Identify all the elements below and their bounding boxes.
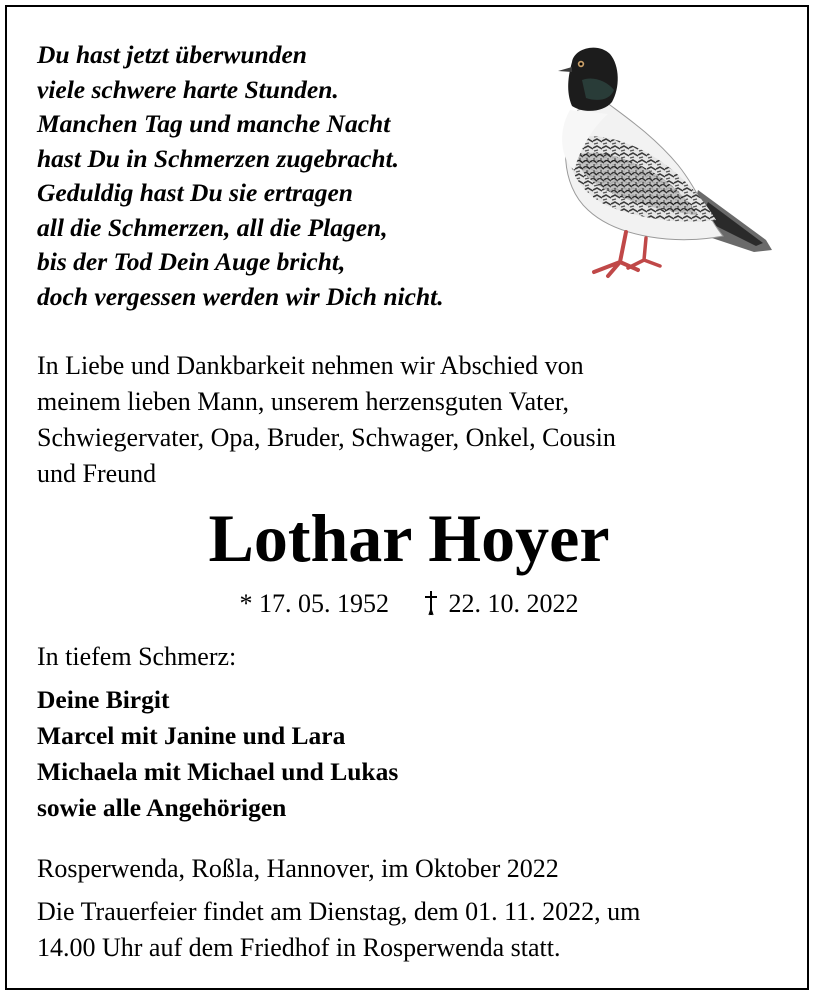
mourner-entry: sowie alle Angehörigen	[37, 793, 287, 822]
intro-line: In Liebe und Dankbarkeit nehmen wir Abschied von	[37, 351, 584, 380]
poem-line: all die Schmerzen, all die Plagen,	[37, 212, 388, 242]
death-date: 22. 10. 2022	[448, 589, 579, 618]
dagger-cross-icon	[424, 590, 438, 616]
intro-line: meinem lieben Mann, unserem herzensguten Vater,	[37, 387, 570, 416]
mourner-entry: Deine Birgit	[37, 685, 170, 714]
mourner-entry: Marcel mit Janine und Lara	[37, 721, 346, 750]
place-and-date: Rosperwenda, Roßla, Hannover, im Oktober 2022	[37, 854, 559, 883]
ceremony-line: Die Trauerfeier findet am Dienstag, dem 01. 11. 2022, um	[37, 897, 641, 926]
mourners-list	[37, 682, 398, 826]
poem-line: doch vergessen werden wir Dich nicht.	[37, 281, 444, 311]
pigeon-icon	[548, 40, 778, 290]
mourning-label: In tiefem Schmerz:	[37, 642, 237, 671]
deceased-name: Lothar Hoyer	[208, 500, 610, 576]
birth-date: 17. 05. 1952	[259, 589, 389, 618]
poem-line: Geduldig hast Du sie ertragen	[37, 178, 353, 207]
funeral-ceremony-info	[37, 894, 640, 966]
farewell-intro	[37, 348, 616, 492]
mourner-entry: Michaela mit Michael und Lukas	[37, 757, 399, 786]
poem-line: Du hast jetzt überwunden	[37, 40, 307, 69]
poem-line: hast Du in Schmerzen zugebracht.	[37, 143, 400, 173]
intro-line: Schwiegervater, Opa, Bruder, Schwager, Onkel, Cousin	[37, 423, 616, 452]
birth-symbol: *	[239, 589, 253, 618]
ceremony-line: 14.00 Uhr auf dem Friedhof in Rosperwenda statt.	[37, 933, 561, 962]
poem-line: bis der Tod Dein Auge bricht,	[37, 247, 346, 276]
poem-line: viele schwere harte Stunden.	[37, 74, 339, 104]
memorial-poem	[37, 38, 444, 314]
intro-line: und Freund	[37, 459, 157, 488]
life-dates	[0, 586, 818, 622]
poem-line: Manchen Tag und manche Nacht	[37, 109, 391, 138]
